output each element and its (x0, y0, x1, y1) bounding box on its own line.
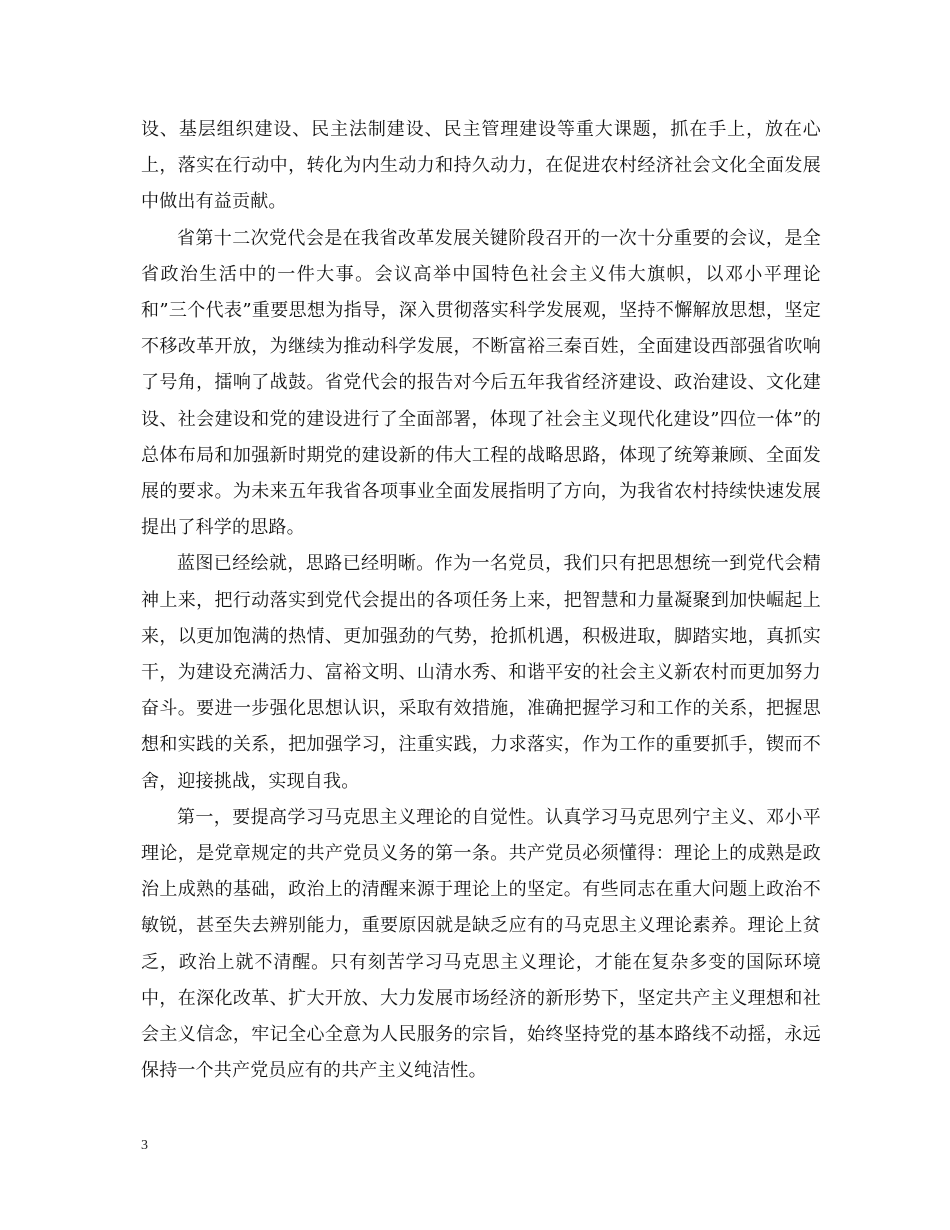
paragraph-party-congress: 省第十二次党代会是在我省改革发展关键阶段召开的一次十分重要的会议，是全省政治生活中的一件大事。会议高举中国特色社会主义伟大旗帜，以邓小平理论和”三个代表”重要思想为指导，深入贯彻落实科学发展观，坚持不懈解放思想，坚定不移改革开放，为继续为推动科学发展，不断富裕三秦百姓，全面建设西部强省吹响了号角，擂响了战鼓。省党代会的报告对今后五年我省经济建设、政治建设、文化建设、社会建设和党的建设进行了全面部署，体现了社会主义现代化建设”四位一体”的总体布局和加强新时期党的建设新的伟大工程的战略思路，体现了统筹兼顾、全面发展的要求。为未来五年我省各项事业全面发展指明了方向，为我省农村持续快速发展提出了科学的思路。 (141, 227, 821, 539)
paragraph-blueprint: 蓝图已经绘就，思路已经明晰。作为一名党员，我们只有把思想统一到党代会精神上来，把行动落实到党代会提出的各项任务上来，把智慧和力量凝聚到加快崛起上来，以更加饱满的热情、更加强劲的气势，抢抓机遇，积极进取，脚踏实地，真抓实干，为建设充满活力、富裕文明、山清水秀、和谐平安的社会主义新农村而更加努力奋斗。要进一步强化思想认识，采取有效措施，准确把握学习和工作的关系，把握思想和实践的关系，把加强学习，注重实践，力求落实，作为工作的重要抓手，锲而不舍，迎接挑战，实现自我。 (141, 553, 821, 792)
paragraph-continuation: 设、基层组织建设、民主法制建设、民主管理建设等重大课题，抓在手上，放在心上，落实在行动中，转化为内生动力和持久动力，在促进农村经济社会文化全面发展中做出有益贡献。 (141, 119, 821, 213)
document-body (141, 112, 821, 1089)
page-number: 3 (141, 1138, 148, 1153)
paragraph-first-point: 第一，要提高学习马克思主义理论的自觉性。认真学习马克思列宁主义、邓小平理论，是党章规定的共产党员义务的第一条。共产党员必须懂得：理论上的成熟是政治上成熟的基础，政治上的清醒来源于理论上的坚定。有些同志在重大问题上政治不敏锐，甚至失去辨别能力，重要原因就是缺乏应有的马克思主义理论素养。理论上贫乏，政治上就不清醒。只有刻苦学习马克思主义理论，才能在复杂多变的国际环境中，在深化改革、扩大开放、大力发展市场经济的新形势下，坚定共产主义理想和社会主义信念，牢记全心全意为人民服务的宗旨，始终坚持党的基本路线不动摇，永远保持一个共产党员应有的共产主义纯洁性。 (141, 806, 821, 1082)
